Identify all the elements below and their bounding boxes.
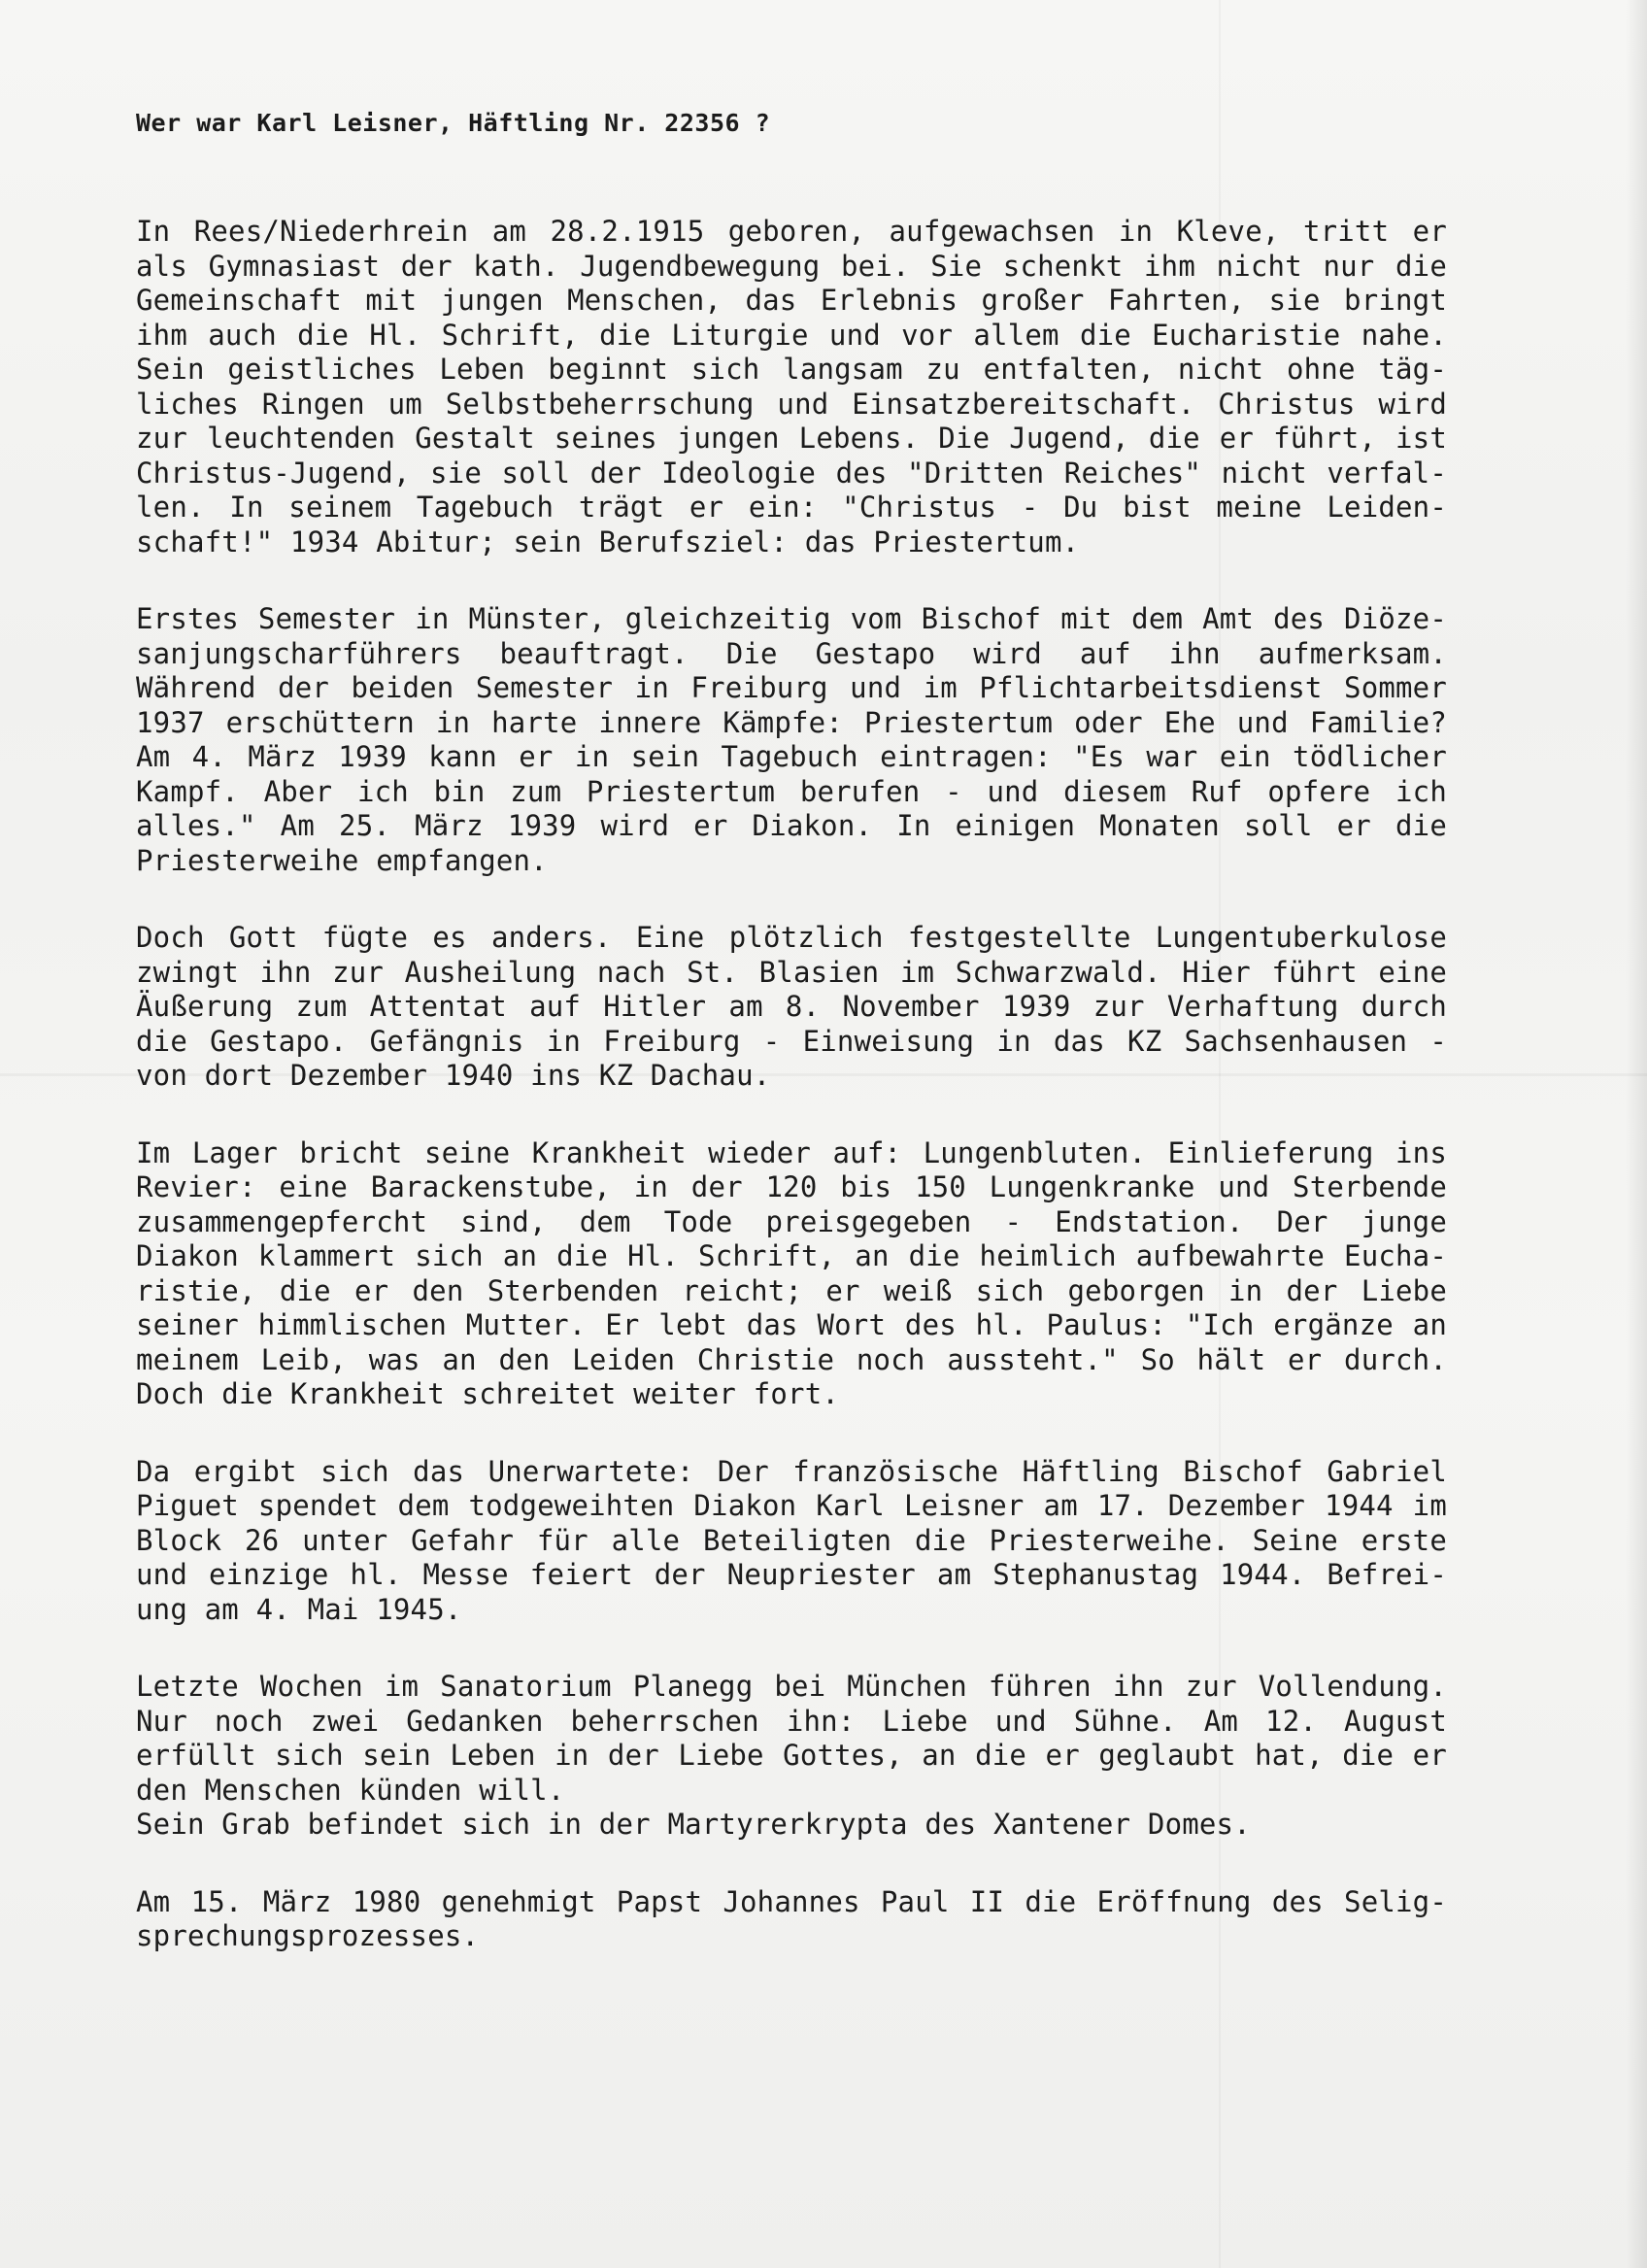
paragraph-3	[136, 921, 1447, 1094]
document-title: Wer war Karl Leisner, Häftling Nr. 22356 ?	[136, 109, 771, 137]
text-line: Sein Grab befindet sich in der Martyrerkrypta des Xantener Domes.	[136, 1808, 1251, 1841]
text-line: zur leuchtenden Gestalt seines jungen Lebens. Die Jugend, die er führt, ist	[136, 422, 1447, 455]
text-line: Christus-Jugend, sie soll der Ideologie des "Dritten Reiches" nicht verfal-	[136, 456, 1447, 490]
text-line: Doch die Krankheit schreitet weiter fort.	[136, 1377, 840, 1410]
document-body	[136, 215, 1447, 1997]
text-line: Erstes Semester in Münster, gleichzeitig vom Bischof mit dem Amt des Diöze-	[136, 602, 1447, 635]
text-line: Priesterweihe empfangen.	[136, 843, 548, 877]
text-line: Piguet spendet dem todgeweihten Diakon Karl Leisner am 17. Dezember 1944 im	[136, 1489, 1447, 1522]
text-line: liches Ringen um Selbstbeherrschung und Einsatzbereitschaft. Christus wird	[136, 387, 1447, 421]
text-line: Da ergibt sich das Unerwartete: Der französische Häftling Bischof Gabriel	[136, 1454, 1447, 1488]
text-line: In Rees/Niederhrein am 28.2.1915 geboren, aufgewachsen in Kleve, tritt er	[136, 215, 1447, 248]
text-line: Doch Gott fügte es anders. Eine plötzlich festgestellte Lungentuberkulose	[136, 921, 1447, 954]
text-line: Block 26 unter Gefahr für alle Beteiligten die Priesterweihe. Seine erste	[136, 1523, 1447, 1557]
text-line: Sein geistliches Leben beginnt sich langsam zu entfalten, nicht ohne täg-	[136, 353, 1447, 386]
text-line: erfüllt sich sein Leben in der Liebe Gottes, an die er geglaubt hat, die er	[136, 1739, 1447, 1772]
text-line: 1937 erschüttern in harte innere Kämpfe: Priestertum oder Ehe und Familie?	[136, 705, 1447, 739]
text-line: sprechungsprozesses.	[136, 1919, 480, 1952]
text-line: Revier: eine Barackenstube, in der 120 bis 150 Lungenkranke und Sterbende	[136, 1170, 1447, 1203]
text-line: ung am 4. Mai 1945.	[136, 1592, 462, 1626]
paper-edge-shadow	[1626, 0, 1647, 2268]
text-line: len. In seinem Tagebuch trägt er ein: "Christus - Du bist meine Leiden-	[136, 491, 1447, 524]
paragraph-4	[136, 1136, 1447, 1412]
text-line: zwingt ihn zur Ausheilung nach St. Blasien im Schwarzwald. Hier führt eine	[136, 955, 1447, 989]
text-line: schaft!" 1934 Abitur; sein Berufsziel: das Priestertum.	[136, 525, 1080, 559]
paragraph-1	[136, 215, 1447, 559]
paragraph-6	[136, 1670, 1447, 1843]
text-line: Am 4. März 1939 kann er in sein Tagebuch eintragen: "Es war ein tödlicher	[136, 740, 1447, 773]
text-line: Im Lager bricht seine Krankheit wieder auf: Lungenbluten. Einlieferung ins	[136, 1135, 1447, 1169]
text-line: Diakon klammert sich an die Hl. Schrift, an die heimlich aufbewahrte Eucha-	[136, 1239, 1447, 1272]
text-line: als Gymnasiast der kath. Jugendbewegung bei. Sie schenkt ihm nicht nur die	[136, 249, 1447, 283]
text-line: den Menschen künden will.	[136, 1773, 565, 1807]
text-line: Gemeinschaft mit jungen Menschen, das Erlebnis großer Fahrten, sie bringt	[136, 284, 1447, 317]
paragraph-7	[136, 1885, 1447, 1954]
text-line: Kampf. Aber ich bin zum Priestertum berufen - und diesem Ruf opfere ich	[136, 774, 1447, 808]
paragraph-5	[136, 1455, 1447, 1628]
text-line: ihm auch die Hl. Schrift, die Liturgie und vor allem die Eucharistie nahe.	[136, 318, 1447, 352]
text-line: Äußerung zum Attentat auf Hitler am 8. November 1939 zur Verhaftung durch	[136, 990, 1447, 1023]
text-line: Am 15. März 1980 genehmigt Papst Johannes Paul II die Eröffnung des Selig-	[136, 1884, 1447, 1918]
text-line: von dort Dezember 1940 ins KZ Dachau.	[136, 1059, 771, 1092]
text-line: zusammengepfercht sind, dem Tode preisgegeben - Endstation. Der junge	[136, 1204, 1447, 1238]
text-line: ristie, die er den Sterbenden reicht; er weiß sich geborgen in der Liebe	[136, 1273, 1447, 1307]
text-line: alles." Am 25. März 1939 wird er Diakon. In einigen Monaten soll er die	[136, 809, 1447, 842]
text-line: und einzige hl. Messe feiert der Neupriester am Stephanustag 1944. Befrei-	[136, 1558, 1447, 1591]
text-line: sanjungscharführers beauftragt. Die Gestapo wird auf ihn aufmerksam.	[136, 636, 1447, 670]
text-line: seiner himmlischen Mutter. Er lebt das Wort des hl. Paulus: "Ich ergänze an	[136, 1308, 1447, 1341]
text-line: die Gestapo. Gefängnis in Freiburg - Einweisung in das KZ Sachsenhausen -	[136, 1024, 1447, 1058]
paragraph-2	[136, 602, 1447, 878]
text-line: Während der beiden Semester in Freiburg und im Pflichtarbeitsdienst Sommer	[136, 671, 1447, 704]
text-line: meinem Leib, was an den Leiden Christie noch aussteht." So hält er durch.	[136, 1342, 1447, 1376]
text-line: Letzte Wochen im Sanatorium Planegg bei München führen ihn zur Vollendung.	[136, 1670, 1447, 1703]
text-line: Nur noch zwei Gedanken beherrschen ihn: Liebe und Sühne. Am 12. August	[136, 1704, 1447, 1738]
